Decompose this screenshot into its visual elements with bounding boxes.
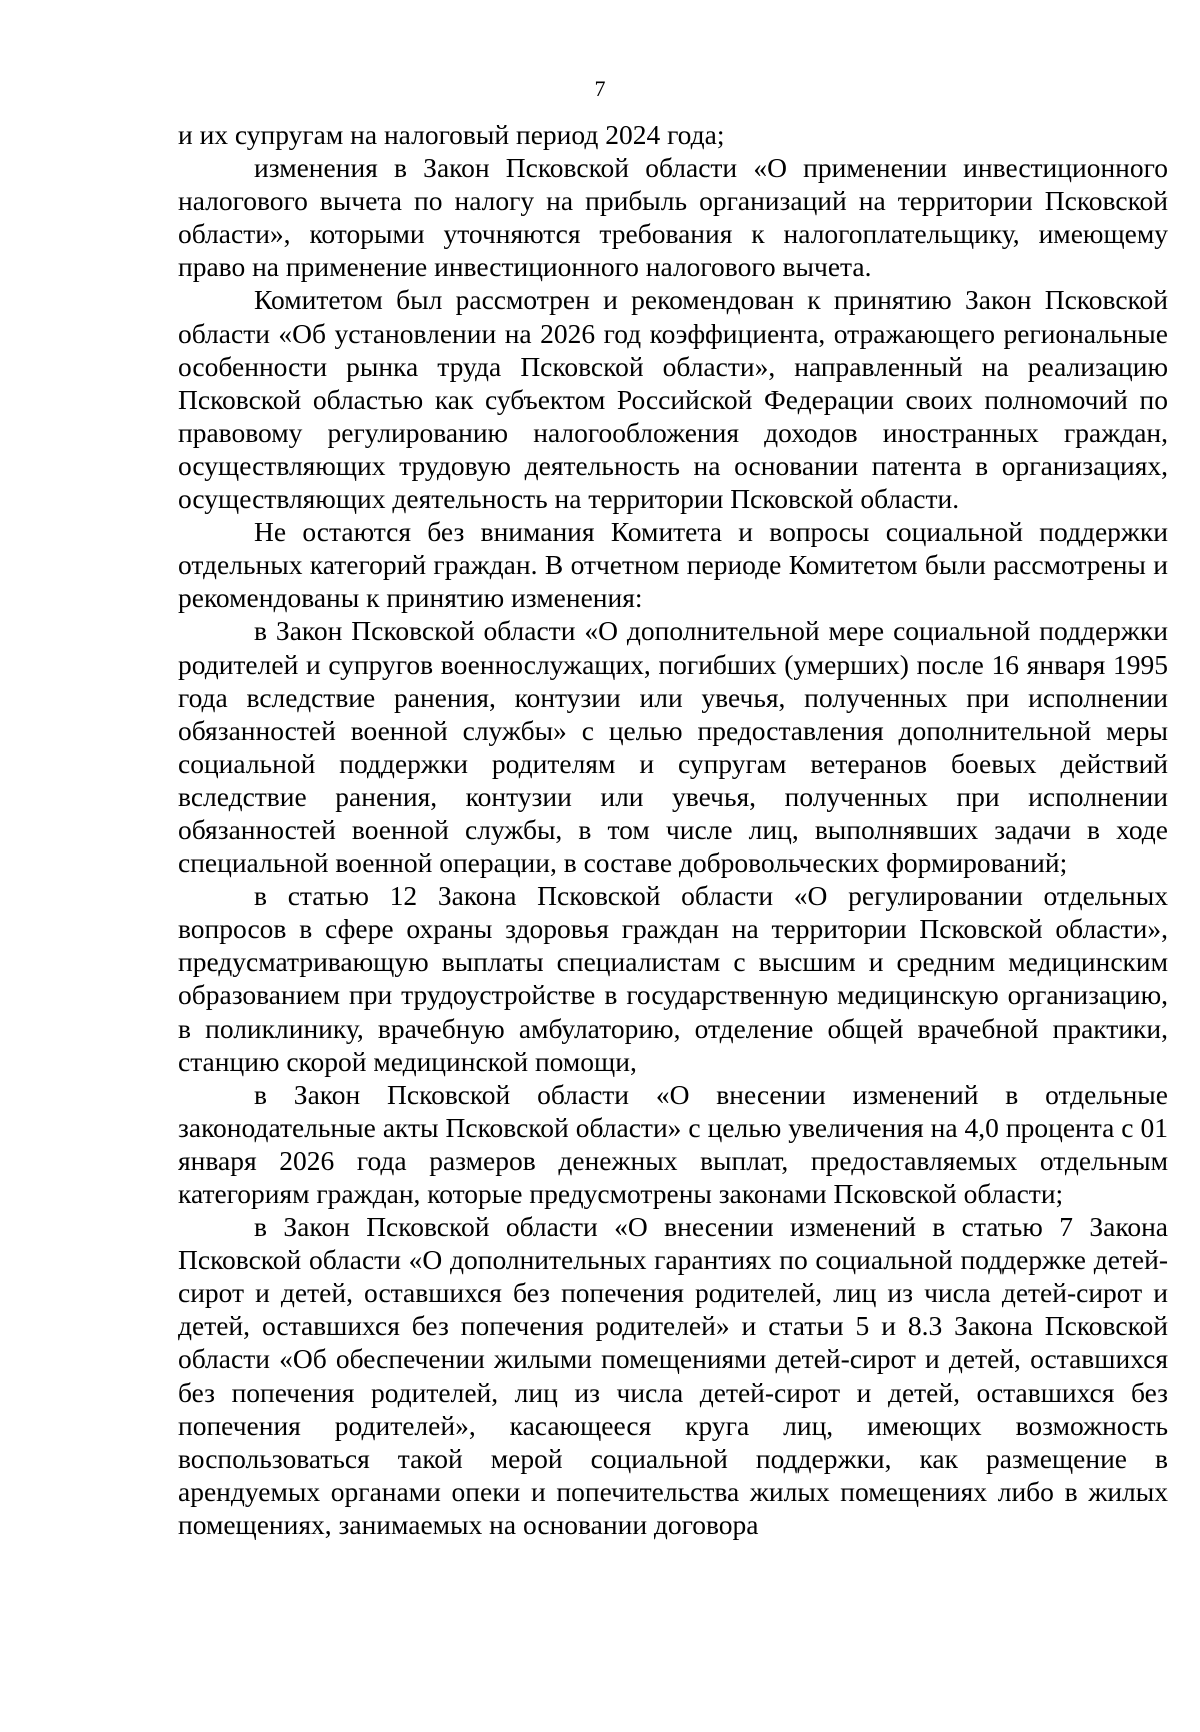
paragraph-labor-coefficient: Комитетом был рассмотрен и рекомендован к принятию Закон Псковской области «Об установлении на 2026 год коэффициента, отражающего региональные особенности рынка труда Псковской области», направленный на реализацию Псковской областью как субъектом Российской Федерации своих полномочий по правовому регулированию налогообложения доходов иностранных граждан, осуществляющих трудовую деятельность на основании патента в организациях, осуществляющих деятельность на территории Псковской области. — [178, 284, 1168, 515]
paragraph-investment-deduction: изменения в Закон Псковской области «О применении инвестиционного налогового вычета по налогу на прибыль организаций на территории Псковской области», которыми уточняются требования к налогоплательщику, имеющему право на применение инвестиционного налогового вычета. — [178, 152, 1168, 283]
paragraph-orphans-housing: в Закон Псковской области «О внесении изменений в статью 7 Закона Псковской области «О дополнительных гарантиях по социальной поддержке детей-сирот и детей, оставшихся без попечения родителей, лиц из числа детей-сирот и детей, оставшихся без попечения родителей» и статьи 5 и 8.3 Закона Псковской области «Об обеспечении жилыми помещениями детей-сирот и детей, оставшихся без попечения родителей, лиц из числа детей-сирот и детей, оставшихся без попечения родителей», касающееся круга лиц, имеющих возможность воспользоваться такой мерой социальной поддержки, как размещение в арендуемых органами опеки и попечительства жилых помещениях либо в жилых помещениях, занимаемых на основании договора — [178, 1211, 1168, 1540]
paragraph-social-support-intro: Не остаются без внимания Комитета и вопросы социальной поддержки отдельных категорий граждан. В отчетном периоде Комитетом были рассмотрены и рекомендованы к принятию изменения: — [178, 516, 1168, 614]
paragraph-military-families: в Закон Псковской области «О дополнительной мере социальной поддержки родителей и супругов военнослужащих, погибших (умерших) после 16 января 1995 года вследствие ранения, контузии или увечья, полученных при исполнении обязанностей военной службы» с целью предоставления дополнительной меры социальной поддержки родителям и супругам ветеранов боевых действий вследствие ранения, контузии или увечья, полученных при исполнении обязанностей военной службы, в том числе лиц, выполнявших задачи в ходе специальной военной операции, в составе добровольческих формирований; — [178, 615, 1168, 879]
page-number: 7 — [594, 76, 606, 101]
document-body — [178, 118, 1168, 1541]
paragraph-payments-increase: в Закон Псковской области «О внесении изменений в отдельные законодательные акты Псковской области» с целью увеличения на 4,0 процента с 01 января 2026 года размеров денежных выплат, предоставляемых отдельным категориям граждан, которые предусмотрены законами Псковской области; — [178, 1078, 1168, 1209]
paragraph-continuation: и их супругам на налоговый период 2024 года; — [178, 119, 725, 150]
paragraph-healthcare-article-12: в статью 12 Закона Псковской области «О регулировании отдельных вопросов в сфере охраны здоровья граждан на территории Псковской области», предусматривающую выплаты специалистам с высшим и средним медицинским образованием при трудоустройстве в государственную медицинскую организацию, в поликлинику, врачебную амбулаторию, отделение общей врачебной практики, станцию скорой медицинской помощи, — [178, 880, 1168, 1077]
